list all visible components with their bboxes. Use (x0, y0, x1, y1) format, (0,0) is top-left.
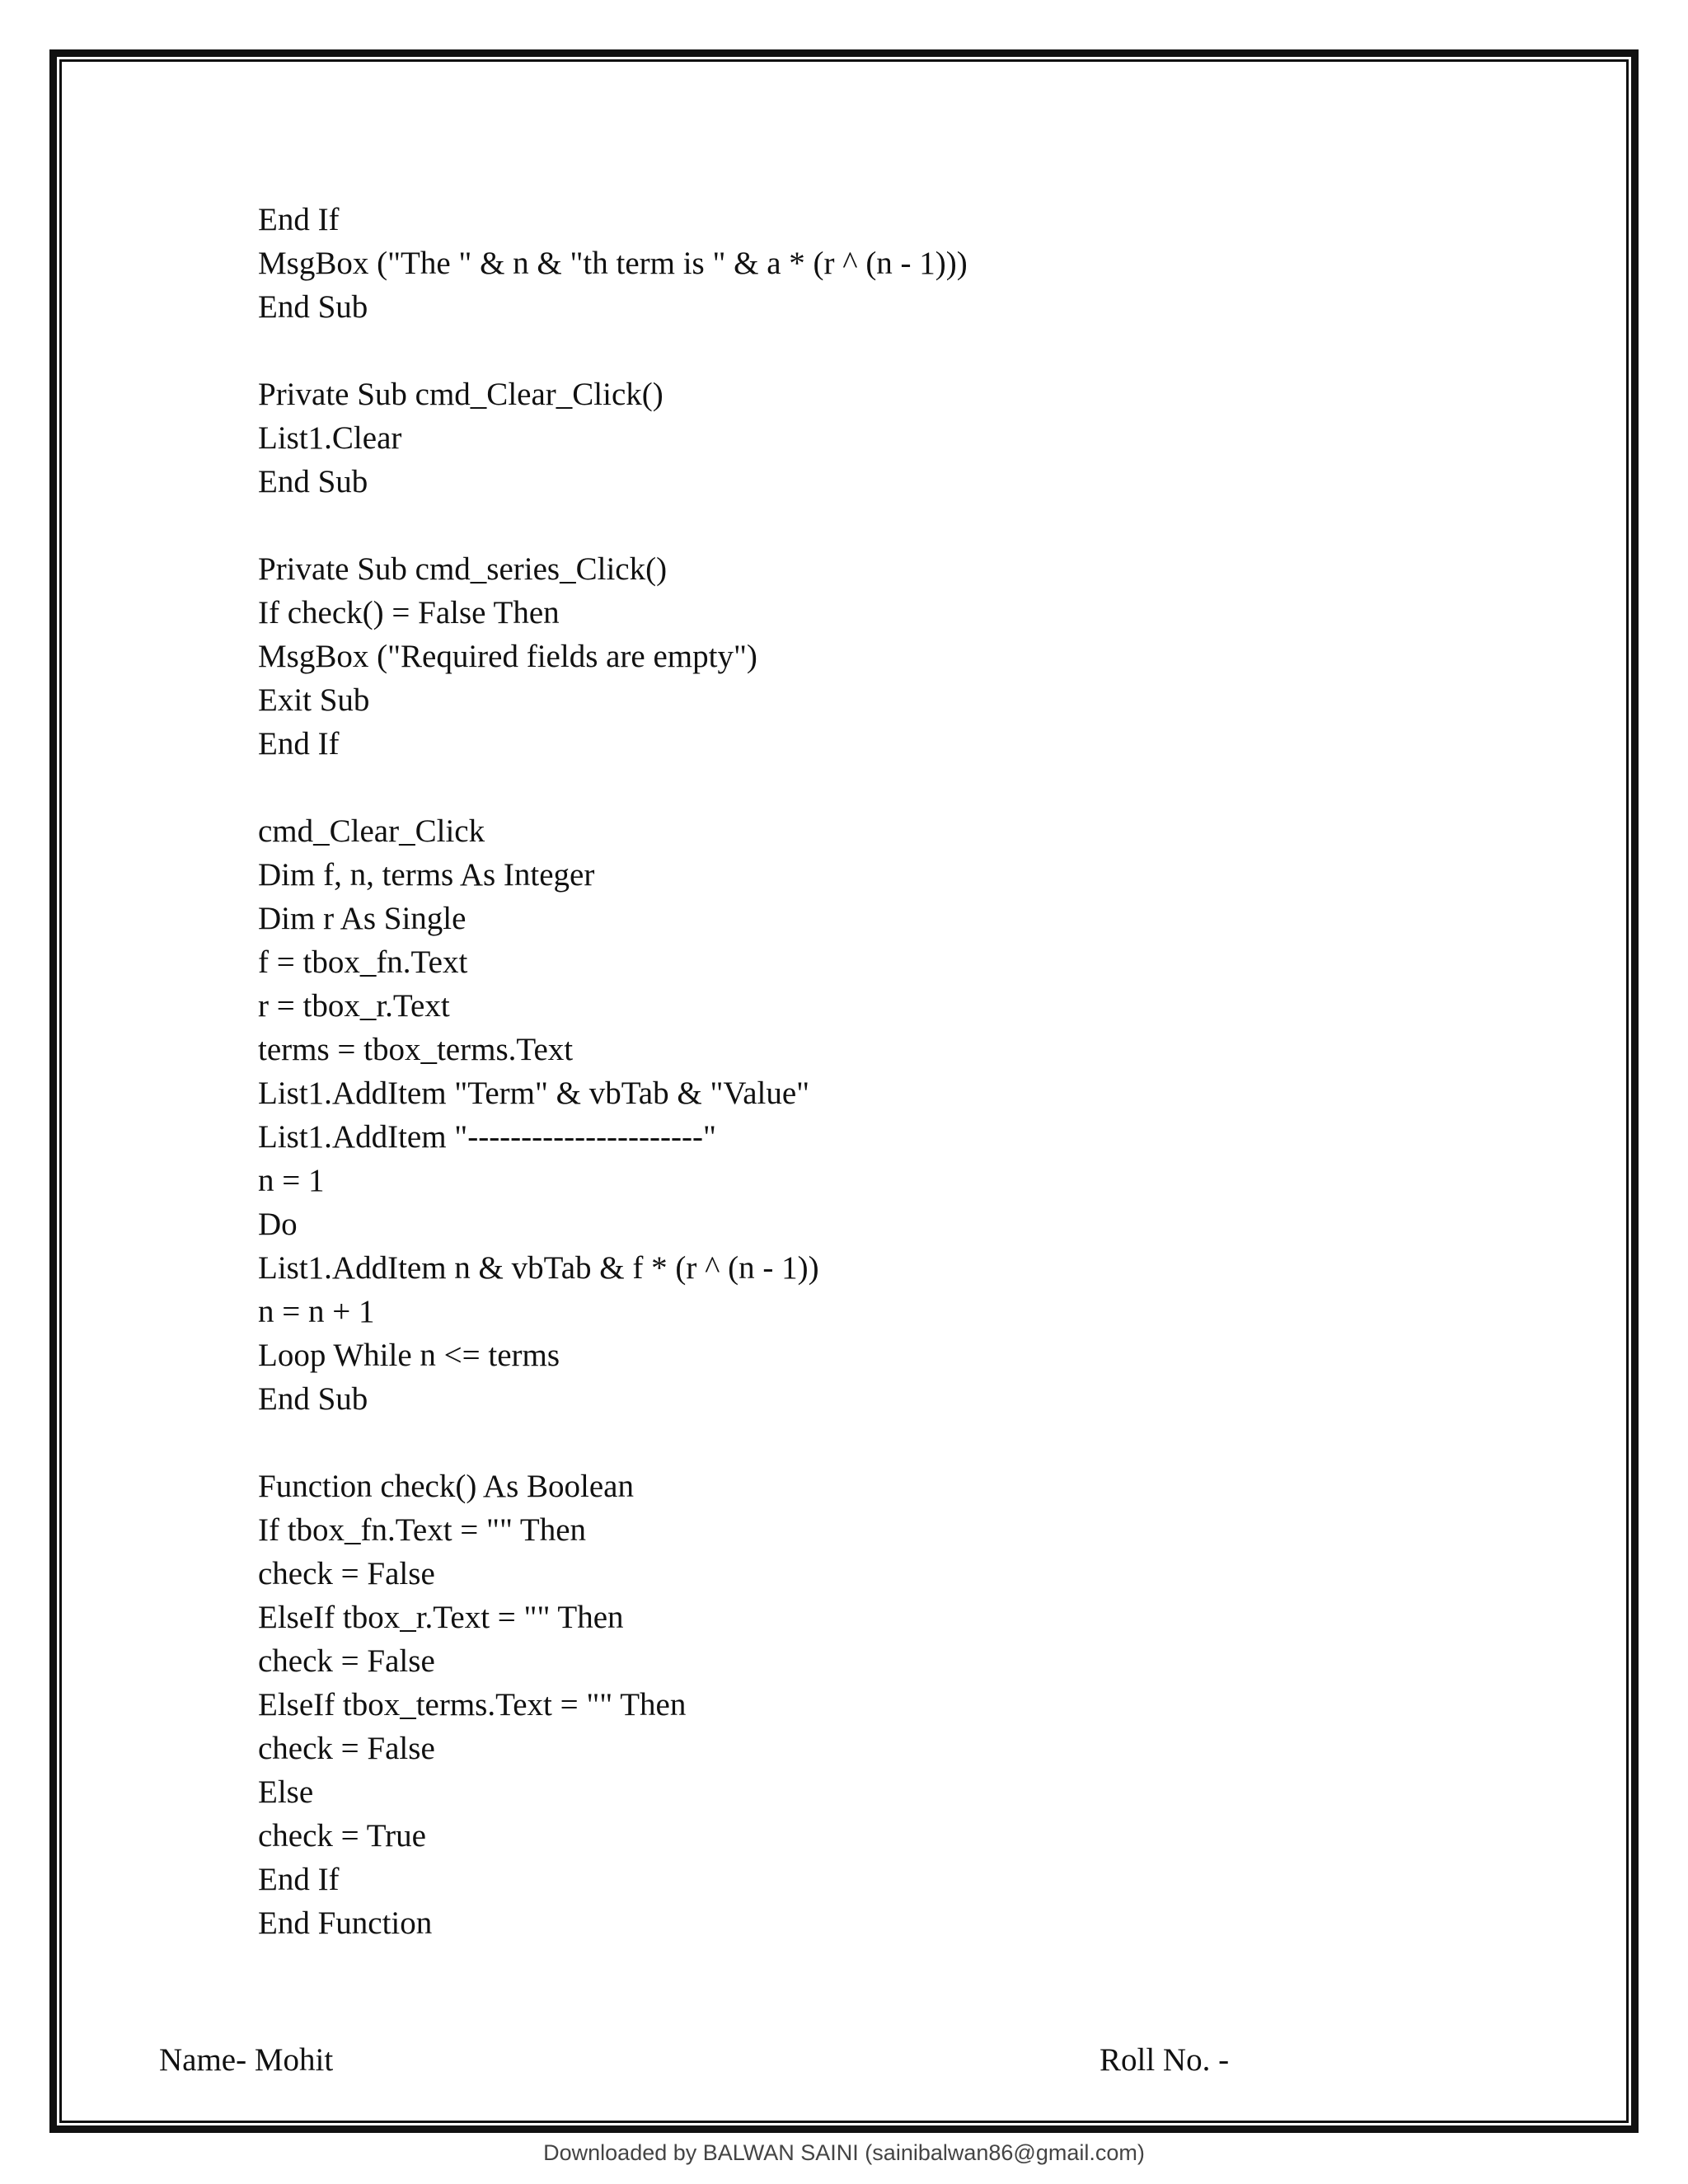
code-line: Else (258, 1774, 314, 1810)
code-line: Private Sub cmd_Clear_Click() (258, 377, 663, 412)
code-line: Loop While n <= terms (258, 1338, 560, 1373)
code-line: List1.Clear (258, 420, 402, 456)
footer-roll-number: Roll No. - (1100, 2042, 1230, 2078)
code-blank-line (258, 329, 1494, 373)
code-line: End Sub (258, 464, 368, 499)
code-line: List1.AddItem n & vbTab & f * (r ^ (n - 1)) (258, 1250, 819, 1286)
code-line: terms = tbox_terms.Text (258, 1032, 574, 1067)
code-line: check = True (258, 1818, 426, 1854)
code-line: If check() = False Then (258, 595, 560, 630)
code-line: End If (258, 1862, 340, 1897)
code-line: End Sub (258, 1381, 368, 1417)
code-line: r = tbox_r.Text (258, 988, 450, 1024)
code-line: check = False (258, 1731, 435, 1766)
code-line: End If (258, 726, 340, 762)
code-line: f = tbox_fn.Text (258, 944, 468, 980)
code-line: n = n + 1 (258, 1294, 375, 1329)
code-line: n = 1 (258, 1163, 325, 1198)
code-line: Private Sub cmd_series_Click() (258, 551, 668, 587)
code-blank-line (258, 1421, 1494, 1465)
code-line: End If (258, 202, 340, 237)
code-line: List1.AddItem "Term" & vbTab & "Value" (258, 1076, 810, 1111)
code-line: MsgBox ("The " & n & "th term is " & a * (r ^ (n - 1))) (258, 246, 968, 281)
code-line: Dim r As Single (258, 901, 467, 936)
code-line: End Function (258, 1905, 433, 1941)
code-line: check = False (258, 1556, 435, 1591)
code-line: ElseIf tbox_terms.Text = "" Then (258, 1687, 687, 1722)
download-watermark-note: Downloaded by BALWAN SAINI (sainibalwan86@gmail.com) (543, 2140, 1145, 2165)
code-line: Function check() As Boolean (258, 1469, 634, 1504)
footer-student-name: Name- Mohit (159, 2042, 334, 2078)
code-blank-line (258, 766, 1494, 809)
code-line: Do (258, 1207, 298, 1242)
code-line: check = False (258, 1643, 435, 1679)
code-line: End Sub (258, 289, 368, 325)
code-line: ElseIf tbox_r.Text = "" Then (258, 1600, 624, 1635)
code-line: cmd_Clear_Click (258, 813, 485, 849)
code-line: Dim f, n, terms As Integer (258, 857, 595, 893)
code-listing (258, 198, 1494, 1945)
code-line: List1.AddItem "----------------------" (258, 1119, 716, 1155)
code-line: If tbox_fn.Text = "" Then (258, 1512, 587, 1548)
code-line: Exit Sub (258, 682, 370, 718)
code-blank-line (258, 504, 1494, 547)
code-line: MsgBox ("Required fields are empty") (258, 639, 757, 674)
